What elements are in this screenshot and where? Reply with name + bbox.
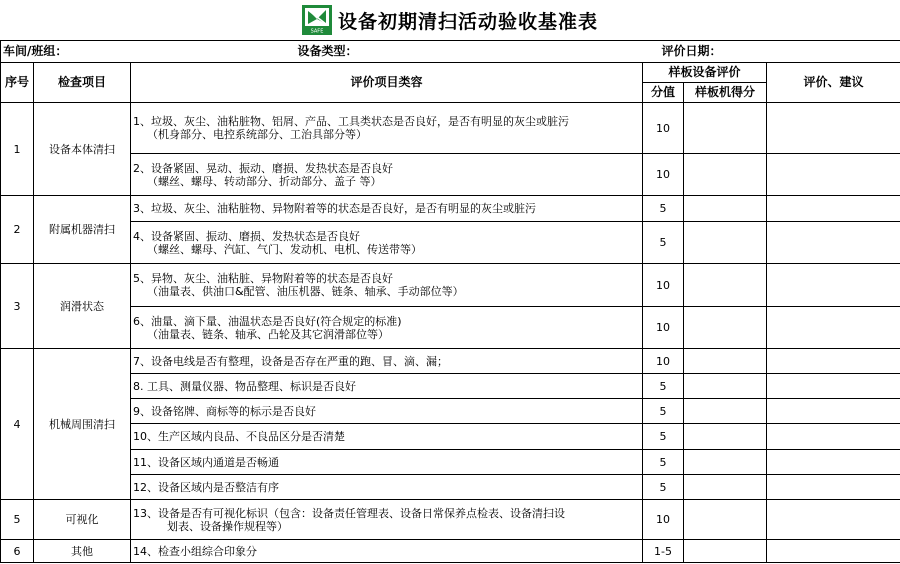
remark-cell[interactable] bbox=[767, 103, 900, 154]
table-row bbox=[1, 500, 900, 540]
remark-cell[interactable] bbox=[767, 450, 900, 475]
table-row bbox=[1, 154, 900, 196]
logo-text: SAFE bbox=[310, 28, 324, 35]
header-score: 分值 bbox=[643, 83, 684, 103]
item-content: 4、设备紧固、振动、磨损、发热状态是否良好 （螺丝、螺母、汽缸、气门、发动机、电机、传送带等） bbox=[131, 222, 643, 264]
inspection-table bbox=[0, 40, 900, 563]
item-content: 5、异物、灰尘、油粘脏、异物附着等的状态是否良好 （油量表、供油口&配管、油压机器、链条、轴承、手动部位等） bbox=[131, 264, 643, 307]
sample-score-cell[interactable] bbox=[684, 399, 767, 424]
item-content: 1、垃圾、灰尘、油粘脏物、铝屑、产品、工具类状态是否良好，是否有明显的灰尘或脏污 （机身部分、电控系统部分、工治具部分等） bbox=[131, 103, 643, 154]
item-content: 9、设备铭牌、商标等的标示是否良好 bbox=[131, 399, 643, 424]
item-score: 5 bbox=[643, 374, 684, 399]
item-content: 13、设备是否有可视化标识（包含：设备责任管理表、设备日常保养点检表、设备清扫设 划表、设备操作规程等） bbox=[131, 500, 643, 540]
header-no: 序号 bbox=[1, 63, 34, 103]
group-no: 1 bbox=[1, 103, 34, 196]
remark-cell[interactable] bbox=[767, 540, 900, 563]
equipment-type-label: 设备类型： bbox=[131, 41, 643, 63]
title-bar bbox=[0, 0, 900, 40]
header-content: 评价项目类容 bbox=[131, 63, 643, 103]
group-name: 可视化 bbox=[34, 500, 131, 540]
sample-score-cell[interactable] bbox=[684, 103, 767, 154]
item-score: 5 bbox=[643, 450, 684, 475]
item-content: 12、设备区域内是否整洁有序 bbox=[131, 475, 643, 500]
group-name: 机械周围清扫 bbox=[34, 349, 131, 500]
group-no: 4 bbox=[1, 349, 34, 500]
item-score: 10 bbox=[643, 500, 684, 540]
item-score: 5 bbox=[643, 399, 684, 424]
table-row bbox=[1, 264, 900, 307]
sample-score-cell[interactable] bbox=[684, 349, 767, 374]
remark-cell[interactable] bbox=[767, 424, 900, 450]
header-sample-group: 样板设备评价 bbox=[643, 63, 767, 83]
table-row bbox=[1, 424, 900, 450]
sample-score-cell[interactable] bbox=[684, 154, 767, 196]
header-remark: 评价、建议 bbox=[767, 63, 900, 103]
item-score: 10 bbox=[643, 307, 684, 349]
item-score: 5 bbox=[643, 222, 684, 264]
remark-cell[interactable] bbox=[767, 154, 900, 196]
remark-cell[interactable] bbox=[767, 264, 900, 307]
remark-cell[interactable] bbox=[767, 222, 900, 264]
sample-score-cell[interactable] bbox=[684, 450, 767, 475]
item-score: 10 bbox=[643, 349, 684, 374]
group-name: 其他 bbox=[34, 540, 131, 563]
group-no: 2 bbox=[1, 196, 34, 264]
remark-cell[interactable] bbox=[767, 307, 900, 349]
sample-score-cell[interactable] bbox=[684, 540, 767, 563]
remark-cell[interactable] bbox=[767, 349, 900, 374]
item-content: 10、生产区域内良品、不良品区分是否清楚 bbox=[131, 424, 643, 450]
table-row bbox=[1, 540, 900, 563]
item-score: 10 bbox=[643, 154, 684, 196]
sample-score-cell[interactable] bbox=[684, 307, 767, 349]
item-content: 2、设备紧固、晃动、振动、磨损、发热状态是否良好 （螺丝、螺母、转动部分、折动部分、盖子 等） bbox=[131, 154, 643, 196]
item-score: 10 bbox=[643, 103, 684, 154]
table-row bbox=[1, 222, 900, 264]
remark-cell[interactable] bbox=[767, 500, 900, 540]
item-content: 14、检查小组综合印象分 bbox=[131, 540, 643, 563]
item-content: 6、油量、滴下量、油温状态是否良好(符合规定的标准) （油量表、链条、轴承、凸轮及其它润滑部位等） bbox=[131, 307, 643, 349]
table-row bbox=[1, 196, 900, 222]
table-row bbox=[1, 374, 900, 399]
sample-score-cell[interactable] bbox=[684, 374, 767, 399]
item-content: 7、设备电线是否有整理，设备是否存在严重的跑、冒、滴、漏； bbox=[131, 349, 643, 374]
sample-score-cell[interactable] bbox=[684, 264, 767, 307]
group-name: 附属机器清扫 bbox=[34, 196, 131, 264]
table-row bbox=[1, 103, 900, 154]
table-row bbox=[1, 399, 900, 424]
table-row bbox=[1, 450, 900, 475]
sample-score-cell[interactable] bbox=[684, 222, 767, 264]
item-score: 5 bbox=[643, 196, 684, 222]
sample-score-cell[interactable] bbox=[684, 475, 767, 500]
meta-row bbox=[1, 41, 900, 63]
item-content: 8. 工具、测量仪器、物品整理、标识是否良好 bbox=[131, 374, 643, 399]
group-name: 润滑状态 bbox=[34, 264, 131, 349]
group-no: 3 bbox=[1, 264, 34, 349]
group-no: 6 bbox=[1, 540, 34, 563]
remark-cell[interactable] bbox=[767, 475, 900, 500]
table-row bbox=[1, 475, 900, 500]
header-row bbox=[1, 63, 900, 83]
remark-cell[interactable] bbox=[767, 399, 900, 424]
sample-score-cell[interactable] bbox=[684, 196, 767, 222]
group-name: 设备本体清扫 bbox=[34, 103, 131, 196]
header-sample-score: 样板机得分 bbox=[684, 83, 767, 103]
item-score: 1-5 bbox=[643, 540, 684, 563]
remark-cell[interactable] bbox=[767, 374, 900, 399]
sample-score-cell[interactable] bbox=[684, 500, 767, 540]
workshop-label: 车间/班组： bbox=[1, 41, 131, 63]
item-content: 11、设备区域内通道是否畅通 bbox=[131, 450, 643, 475]
table-row bbox=[1, 307, 900, 349]
table-row bbox=[1, 349, 900, 374]
page-title: 设备初期清扫活动验收基准表 bbox=[337, 10, 598, 33]
item-content: 3、垃圾、灰尘、油粘脏物、异物附着等的状态是否良好，是否有明显的灰尘或脏污 bbox=[131, 196, 643, 222]
header-item: 检查项目 bbox=[34, 63, 131, 103]
date-label: 评价日期： bbox=[643, 41, 900, 63]
item-score: 10 bbox=[643, 264, 684, 307]
group-no: 5 bbox=[1, 500, 34, 540]
sample-score-cell[interactable] bbox=[684, 424, 767, 450]
remark-cell[interactable] bbox=[767, 196, 900, 222]
item-score: 5 bbox=[643, 475, 684, 500]
item-score: 5 bbox=[643, 424, 684, 450]
safe-logo-icon bbox=[302, 5, 332, 35]
